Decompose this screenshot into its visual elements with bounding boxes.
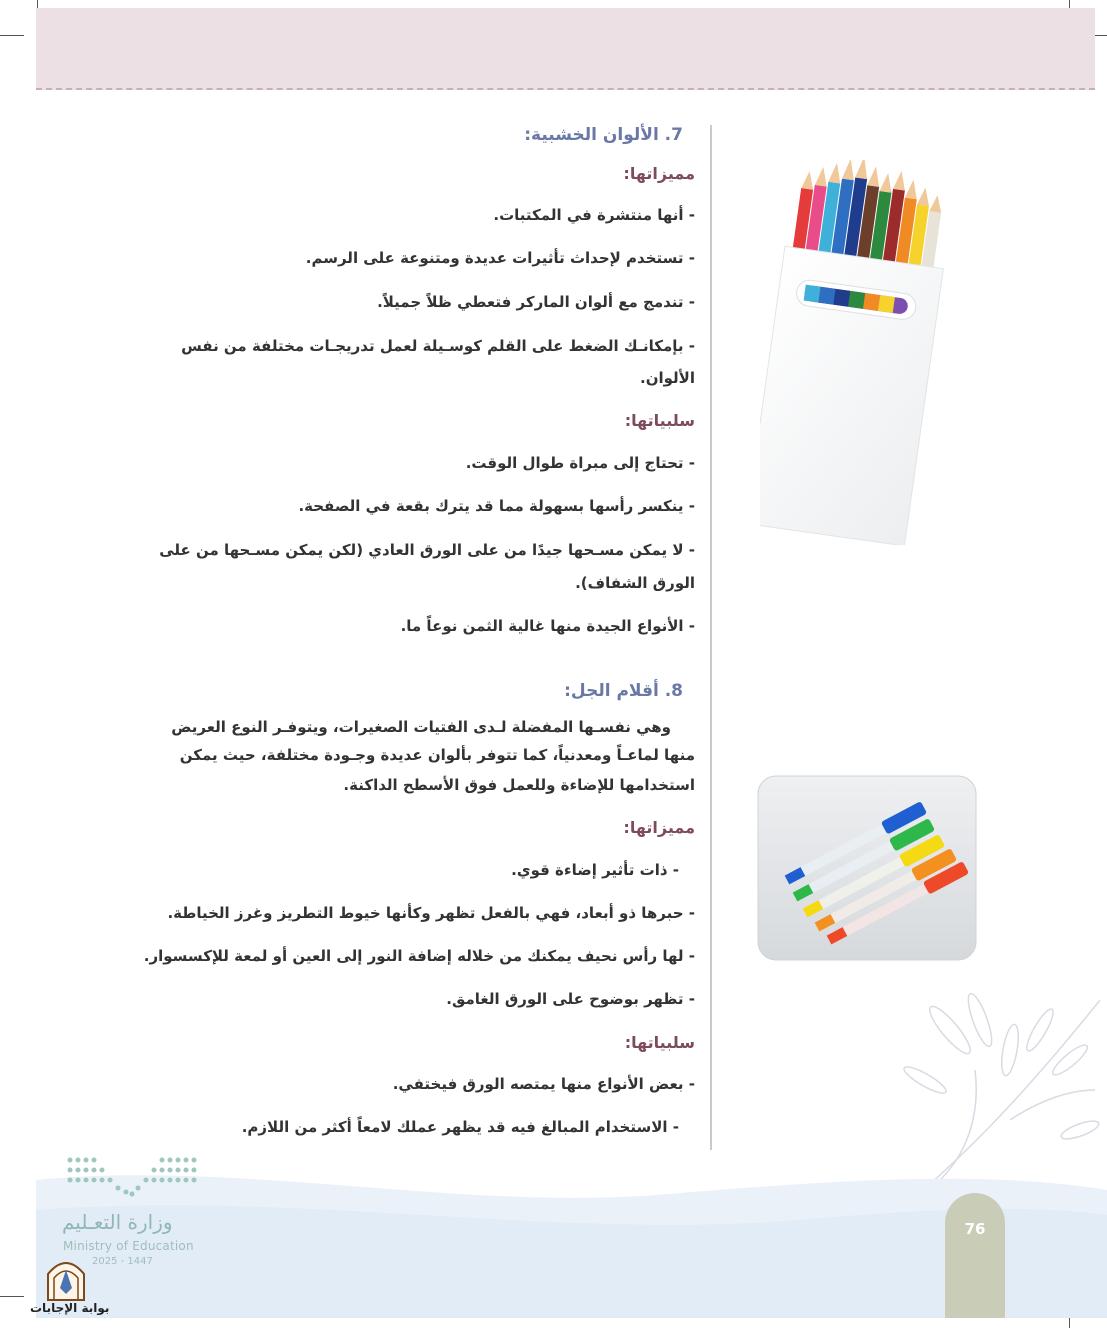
list-item: - تظهر بوضوح على الورق الغامق. bbox=[446, 990, 695, 1008]
list-item: - تحتاج إلى مبراة طوال الوقت. bbox=[465, 454, 695, 472]
list-item: - ينكسر رأسها بسهولة مما قد يترك بقعة في الصفحة. bbox=[298, 497, 695, 515]
section-heading: 8. أقلام الجل: bbox=[564, 681, 683, 701]
list-item: - ذات تأثير إضاءة قوي. bbox=[511, 861, 679, 879]
list-item: - بعض الأنواع منها يمتصه الورق فيختفي. bbox=[392, 1075, 695, 1093]
paragraph-line: وهي نفسـها المفضلة لـدى الفتيات الصغيرات، ويتوفـر النوع العريض bbox=[171, 718, 671, 736]
gel-pens-image bbox=[757, 775, 977, 961]
paragraph-line: استخدامها للإضاءة وللعمل فوق الأسطح الداكنة. bbox=[343, 776, 695, 794]
crop-mark bbox=[0, 1296, 24, 1297]
list-item: - لا يمكن مسـحها جيدًا من على الورق العادي (لكن يمكن مسـحها من على bbox=[159, 541, 695, 559]
list-item: الألوان. bbox=[640, 369, 695, 387]
page-number: 76 bbox=[964, 1220, 986, 1238]
ministry-years: 2025 - 1447 bbox=[92, 1256, 153, 1267]
list-item: - لها رأس نحيف يمكنك من خلاله إضافة النور إلى العين أو لمعة للإكسسوار. bbox=[143, 947, 695, 965]
cons-title: سلبياتها: bbox=[624, 411, 695, 430]
ministry-logo-dots bbox=[62, 1152, 202, 1200]
list-item: - الأنواع الجيدة منها غالية الثمن نوعاً ما. bbox=[400, 617, 695, 635]
column-divider bbox=[710, 125, 712, 1150]
page-number-tab bbox=[945, 1193, 1005, 1318]
header-dashed-divider bbox=[36, 88, 1095, 90]
crop-mark bbox=[0, 35, 24, 36]
paragraph-line: منها لماعـاً ومعدنياً، كما تتوفر بألوان عديدة وجـودة مختلفة، حيث يمكن bbox=[179, 746, 695, 764]
colored-pencils-image bbox=[760, 160, 990, 545]
list-item: - الاستخدام المبالغ فيه قد يظهر عملك لامعاً أكثر من اللازم. bbox=[241, 1118, 679, 1136]
list-item: الورق الشفاف). bbox=[575, 574, 695, 592]
watermark-text: بوابة الإجابات bbox=[30, 1301, 110, 1315]
list-item: - أنها منتشرة في المكتبات. bbox=[493, 206, 695, 224]
pros-title: مميزاتها: bbox=[623, 818, 695, 837]
pros-title: مميزاتها: bbox=[623, 164, 695, 183]
ministry-name-english: Ministry of Education bbox=[63, 1239, 194, 1253]
watermark-logo-icon bbox=[44, 1256, 88, 1302]
list-item: - تستخدم لإحداث تأثيرات عديدة ومتنوعة على الرسم. bbox=[305, 249, 695, 267]
cons-title: سلبياتها: bbox=[624, 1033, 695, 1052]
header-band bbox=[36, 8, 1095, 90]
ministry-name-arabic: وزارة التعـليم bbox=[62, 1210, 173, 1234]
list-item: - بإمكانـك الضغط على القلم كوسـيلة لعمل تدريجـات مختلفة من نفس bbox=[181, 337, 695, 355]
list-item: - تندمج مع ألوان الماركر فتعطي ظلاً جميلاً. bbox=[377, 293, 695, 311]
section-heading: 7. الألوان الخشبية: bbox=[524, 125, 683, 145]
list-item: - حبرها ذو أبعاد، فهي بالفعل تظهر وكأنها خيوط التطريز وغرز الخياطة. bbox=[167, 904, 695, 922]
